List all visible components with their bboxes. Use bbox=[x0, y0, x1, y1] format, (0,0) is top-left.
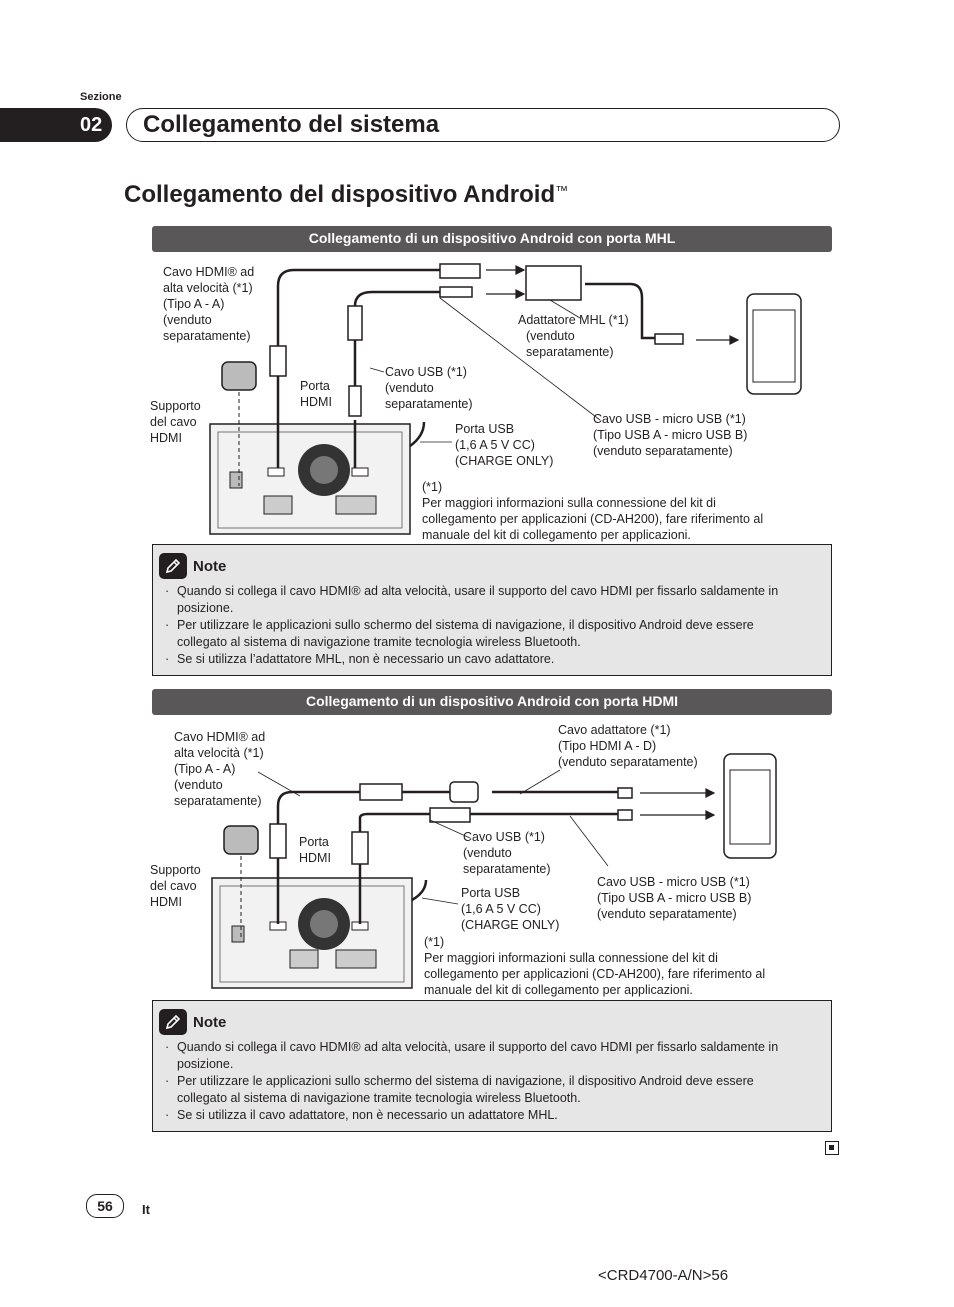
note-list bbox=[165, 1039, 805, 1124]
note-title: Note bbox=[193, 1013, 227, 1031]
mhl-footnote: (*1) Per maggiori informazioni sulla connessione del kit di collegamento per applicazioni (CD-AH200), fare riferimento al manuale del kit di collegamento per applicazioni. bbox=[422, 480, 764, 542]
hdmi-usb-cable-label: Cavo USB (*1) (venduto separatamente) bbox=[463, 830, 551, 876]
page-title: Collegamento del dispositivo Android™ bbox=[124, 181, 569, 208]
note-item: · Per utilizzare le applicazioni sullo schermo del sistema di navigazione, il dispositivo Android deve essere collegato al sistema di navigazione tramite tecnologia wireless Bluetooth. bbox=[165, 617, 805, 651]
mhl-hdmi-cable-label: Cavo HDMI® ad alta velocità (*1) (Tipo A - A) (venduto separatamente) bbox=[163, 265, 255, 343]
note-box-hdmi bbox=[152, 1000, 832, 1132]
end-of-section-mark bbox=[825, 1141, 839, 1155]
note-box-mhl bbox=[152, 544, 832, 676]
mhl-usb-micro-label: Cavo USB - micro USB (*1) (Tipo USB A - micro USB B) (venduto separatamente) bbox=[593, 412, 748, 458]
mhl-usb-port-label: Porta USB (1,6 A 5 V CC) (CHARGE ONLY) bbox=[455, 422, 554, 468]
hdmi-adapter-cable-label: Cavo adattatore (*1) (Tipo HDMI A - D) (venduto separatamente) bbox=[558, 723, 698, 769]
language-code: It bbox=[142, 1202, 150, 1217]
note-title: Note bbox=[193, 557, 227, 575]
android-phone-icon bbox=[747, 294, 801, 394]
document-code: <CRD4700-A/N>56 bbox=[598, 1267, 729, 1284]
head-unit-rear bbox=[210, 424, 410, 534]
hdmi-usb-micro-label: Cavo USB - micro USB (*1) (Tipo USB A - micro USB B) (venduto separatamente) bbox=[597, 875, 752, 921]
note-item: · Quando si collega il cavo HDMI® ad alta velocità, usare il supporto del cavo HDMI per fissarlo saldamente in posizione. bbox=[165, 1039, 805, 1073]
note-item: · Per utilizzare le applicazioni sullo schermo del sistema di navigazione, il dispositivo Android deve essere collegato al sistema di navigazione tramite tecnologia wireless Bluetooth. bbox=[165, 1073, 805, 1107]
android-phone-icon bbox=[724, 754, 776, 858]
note-header bbox=[159, 553, 226, 579]
mhl-hdmi-port-label: Porta HDMI bbox=[300, 379, 332, 409]
note-list bbox=[165, 583, 805, 668]
hdmi-footnote: (*1) Per maggiori informazioni sulla connessione del kit di collegamento per applicazioni (CD-AH200), fare riferimento al manuale del kit di collegamento per applicazioni. bbox=[424, 935, 766, 997]
section-label: Sezione bbox=[80, 91, 122, 103]
hdmi-hdmi-cable-label: Cavo HDMI® ad alta velocità (*1) (Tipo A - A) (venduto separatamente) bbox=[174, 730, 266, 808]
page-number: 56 bbox=[86, 1194, 124, 1218]
mhl-adapter-label: Adattatore MHL (*1) (venduto separatamente) bbox=[518, 313, 629, 359]
mhl-usb-cable-label: Cavo USB (*1) (venduto separatamente) bbox=[385, 365, 473, 411]
head-unit-rear bbox=[212, 878, 412, 988]
section-title: Collegamento del sistema bbox=[143, 111, 440, 138]
section-number-tab: 02 bbox=[0, 108, 112, 142]
note-pencil-icon bbox=[159, 1009, 187, 1035]
note-pencil-icon bbox=[159, 553, 187, 579]
mhl-subheading: Collegamento di un dispositivo Android con porta MHL bbox=[152, 226, 832, 252]
note-item: · Se si utilizza il cavo adattatore, non è necessario un adattatore MHL. bbox=[165, 1107, 805, 1124]
mhl-hdmi-holder-label: Supporto del cavo HDMI bbox=[150, 399, 201, 445]
hdmi-usb-port-label: Porta USB (1,6 A 5 V CC) (CHARGE ONLY) bbox=[461, 886, 560, 932]
hdmi-hdmi-holder-label: Supporto del cavo HDMI bbox=[150, 863, 201, 909]
hdmi-subheading: Collegamento di un dispositivo Android con porta HDMI bbox=[152, 689, 832, 715]
note-item: · Se si utilizza l’adattatore MHL, non è necessario un cavo adattatore. bbox=[165, 651, 805, 668]
trademark-symbol: ™ bbox=[555, 183, 569, 198]
note-item: · Quando si collega il cavo HDMI® ad alta velocità, usare il supporto del cavo HDMI per fissarlo saldamente in posizione. bbox=[165, 583, 805, 617]
note-header bbox=[159, 1009, 226, 1035]
hdmi-hdmi-port-label: Porta HDMI bbox=[299, 835, 331, 865]
